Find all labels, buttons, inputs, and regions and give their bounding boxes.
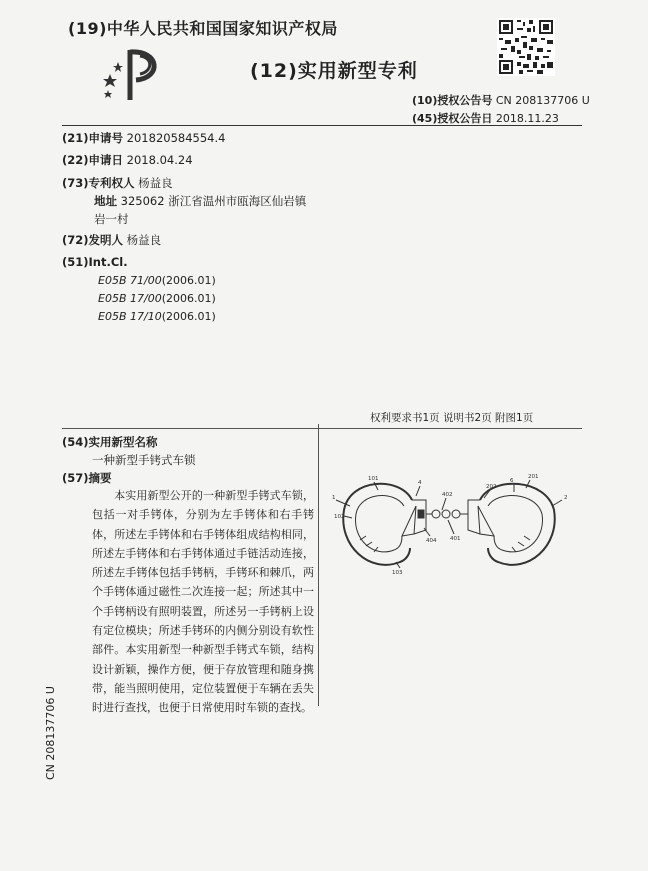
issuing-office: (19)中华人民共和国国家知识产权局 (68, 19, 338, 38)
handcuff-lock-drawing (330, 470, 580, 580)
filing-date: 2018.04.24 (126, 153, 193, 167)
title-label-text: (54)实用新型名称 (62, 435, 158, 449)
drawing-label: 4 (418, 480, 422, 486)
address-line-1: 325062 浙江省温州市瓯海区仙岩镇 (120, 194, 307, 208)
address-line-2: 岩一村 (94, 212, 129, 226)
drawing-label: 402 (442, 492, 453, 498)
application-number-row (62, 130, 225, 146)
drawing-label: 401 (450, 536, 461, 542)
address-label: 地址 (94, 194, 117, 208)
application-number: 201820584554.4 (126, 131, 226, 145)
drawing-label: 202 (486, 484, 497, 490)
filing-date-row (62, 152, 193, 168)
int-cl-label-text: (51)Int.Cl. (62, 255, 128, 269)
column-divider (318, 424, 319, 706)
patentee-label: (73)专利权人 (62, 176, 135, 190)
address-row (94, 193, 306, 209)
abstract-body (92, 486, 314, 718)
publication-date-row (412, 110, 559, 126)
ipc-row (98, 310, 216, 323)
publication-date-label: (45)授权公告日 (412, 112, 493, 125)
drawing-label: 1 (332, 495, 336, 501)
publication-number-row (412, 92, 590, 108)
qr-code (497, 18, 555, 76)
abstract-label (62, 470, 112, 486)
drawing-label: 6 (510, 478, 514, 484)
patentee: 杨益良 (138, 176, 173, 190)
drawing-label: 102 (334, 514, 345, 520)
ipc-row (98, 274, 216, 287)
cnipa-logo (100, 44, 170, 104)
publication-number: CN 208137706 U (495, 94, 590, 107)
drawing-label: 404 (426, 538, 437, 544)
publication-number-label: (10)授权公告号 (412, 94, 493, 107)
page-counts: 权利要求书1页 说明书2页 附图1页 (370, 412, 534, 424)
title-label (62, 434, 158, 450)
ipc-code: E05B 71/00 (98, 274, 162, 287)
drawing-label: 2 (564, 495, 568, 501)
header-divider (62, 125, 582, 126)
ipc-row (98, 292, 216, 305)
int-cl-label (62, 255, 128, 269)
application-number-label: (21)申请号 (62, 131, 124, 145)
inventor-label: (72)发明人 (62, 233, 124, 247)
drawing-label: 101 (368, 476, 379, 482)
ipc-version: (2006.01) (161, 310, 216, 323)
inventor-row (62, 232, 161, 248)
abstract-text: 本实用新型公开的一种新型手铐式车锁，包括一对手铐体，分别为左手铐体和右手铐体，所述左手铐体和右手铐体组成结构相同，所述左手铐体和右手铐体通过手链活动连接，所述左手铐体包括手铐柄，手铐环和棘爪，两个手铐体通过磁性二次连接一起；所述其中一个手铐柄设有照明装置，所述另一手铐柄上设有定位模块；所述手铐环的内侧分别设有软性部件。本实用新型一种新型手铐式车锁，结构设计新颖，操作方便，便于存放管理和随身携带，能当照明使用，定位装置便于车辆在丢失时进行查找，也便于日常使用时车锁的查找。 (92, 489, 314, 715)
section-divider (62, 428, 582, 429)
drawing-label: 201 (528, 474, 539, 480)
ipc-version: (2006.01) (161, 292, 216, 305)
document-type: (12)实用新型专利 (250, 60, 418, 82)
filing-date-label: (22)申请日 (62, 153, 124, 167)
ipc-code: E05B 17/10 (98, 310, 162, 323)
utility-model-title: 一种新型手铐式车锁 (92, 453, 196, 467)
ipc-version: (2006.01) (161, 274, 216, 287)
patentee-row (62, 175, 173, 191)
side-publication-code: CN 208137706 U (44, 686, 57, 780)
abstract-label-text: (57)摘要 (62, 471, 112, 485)
inventor: 杨益良 (126, 233, 162, 247)
ipc-code: E05B 17/00 (98, 292, 162, 305)
drawing-label: 103 (392, 570, 403, 576)
publication-date: 2018.11.23 (495, 112, 559, 125)
